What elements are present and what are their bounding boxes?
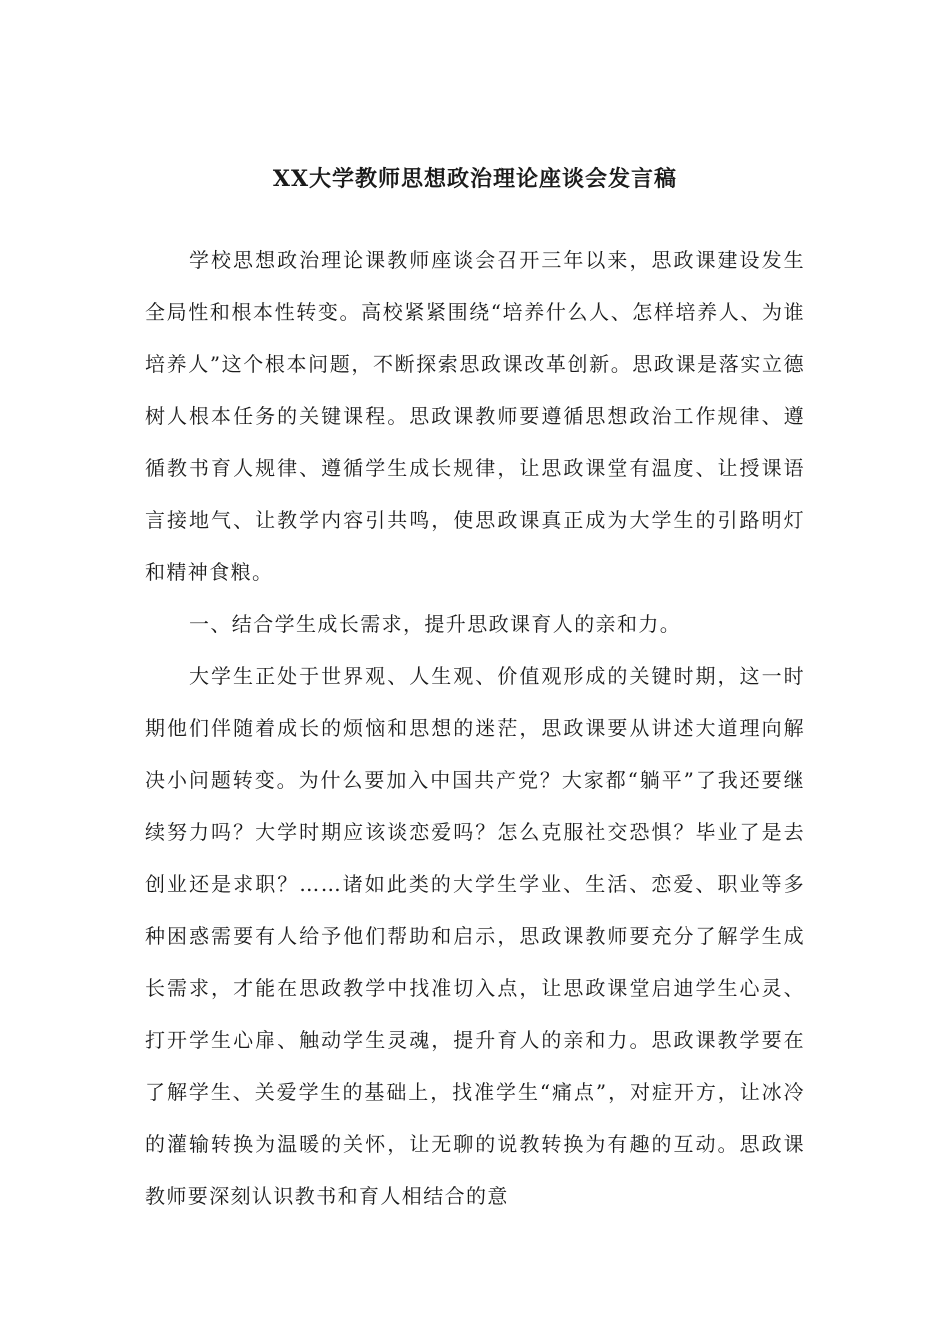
document-body [145,234,805,1222]
section-heading-1: 一、结合学生成长需求，提升思政课育人的亲和力。 [189,612,682,636]
paragraph-section-1: 大学生正处于世界观、人生观、价值观形成的关键时期，这一时期他们伴随着成长的烦恼和思想的迷茫，思政课要从讲述大道理向解决小问题转变。为什么要加入中国共产党？大家都“躺平”了我还要继续努力吗？大学时期应该谈恋爱吗？怎么克服社交恐惧？毕业了是去创业还是求职？……诸如此类的大学生学业、生活、恋爱、职业等多种困惑需要有人给予他们帮助和启示，思政课教师要充分了解学生成长需求，才能在思政教学中找准切入点，让思政课堂启迪学生心灵、打开学生心扉、触动学生灵魂，提升育人的亲和力。思政课教学要在了解学生、关爱学生的基础上，找准学生“痛点”，对症开方，让冰冷的灌输转换为温暖的关怀，让无聊的说教转换为有趣的互动。思政课教师要深刻认识教书和育人相结合的意 [145,664,805,1208]
document-title: XX大学教师思想政治理论座谈会发言稿 [272,166,678,192]
paragraph-intro: 学校思想政治理论课教师座谈会召开三年以来，思政课建设发生全局性和根本性转变。高校紧紧围绕“培养什么人、怎样培养人、为谁培养人”这个根本问题，不断探索思政课改革创新。思政课是落实立德树人根本任务的关键课程。思政课教师要遵循思想政治工作规律、遵循教书育人规律、遵循学生成长规律，让思政课堂有温度、让授课语言接地气、让教学内容引共鸣，使思政课真正成为大学生的引路明灯和精神食粮。 [145,248,805,584]
